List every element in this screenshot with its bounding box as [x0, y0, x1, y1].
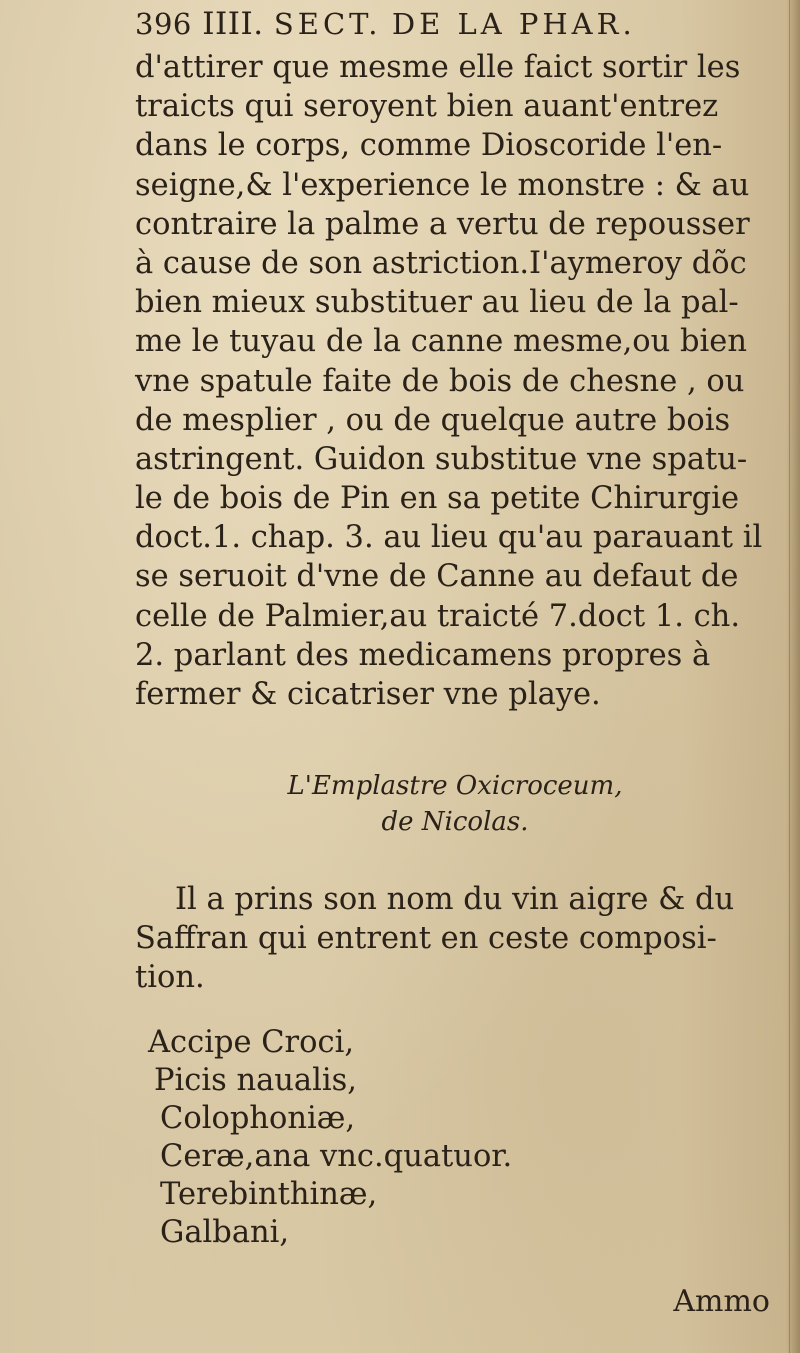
text-line: seigne,& l'experience le monstre : & au [135, 167, 750, 203]
text-line: Saffran qui entrent en ceste composi- [135, 921, 717, 957]
header-title: DE LA PHAR. [391, 7, 636, 41]
text-line: le de bois de Pin en sa petite Chirurgie [135, 481, 740, 517]
text-line: doct.1. chap. 3. au lieu qu'au parauant il [135, 520, 763, 556]
text-line: tion. [135, 960, 205, 996]
catchword: Ammo [673, 1284, 770, 1319]
main-paragraph [135, 48, 775, 714]
page-number: 396 [135, 7, 192, 41]
text-line: fermer & cicatriser vne playe. [135, 677, 601, 712]
text-line: d'attirer que mesme elle faict sortir les [135, 50, 741, 85]
ingredient-item: Colophoniæ, [160, 1101, 356, 1136]
text-line: bien mieux substituer au lieu de la pal- [135, 285, 739, 321]
ingredient-item: Accipe Croci, [148, 1025, 355, 1060]
ingredient-item: Ceræ,ana vnc.quatuor. [160, 1139, 513, 1174]
text-line: 2. parlant des medicamens propres à [135, 637, 711, 673]
heading-line-2: de Nicolas. [381, 807, 529, 837]
header-section: SECT. [273, 7, 382, 41]
text-line: me le tuyau de la canne mesme,ou bien [135, 324, 747, 360]
text-line: se seruoit d'vne de Canne au defaut de [135, 559, 739, 595]
page-edge-line [789, 0, 790, 1353]
running-header [135, 2, 775, 46]
text-line: contraire la palme a vertu de repousser [135, 206, 750, 242]
text-line: celle de Palmier,au traicté 7.doct 1. ch. [135, 598, 741, 634]
text-line: dans le corps, comme Dioscoride l'en- [135, 128, 723, 164]
heading-line-1: L'Emplastre Oxicroceum, [287, 771, 623, 801]
section-heading [135, 768, 775, 840]
text-line: traicts qui seroyent bien auant'entrez [135, 89, 719, 125]
ingredient-item: Terebinthinæ, [160, 1177, 378, 1212]
text-line: de mesplier , ou de quelque autre bois [135, 402, 731, 438]
ingredient-item: Picis naualis, [154, 1063, 357, 1098]
ingredient-list [148, 1024, 668, 1252]
header-part: IIII. [202, 6, 264, 42]
text-line: Il a prins son nom du vin aigre & du [175, 882, 735, 917]
text-line: astringent. Guidon substitue vne spatu- [135, 441, 748, 477]
text-line: à cause de son astriction.I'aymeroy dõc [135, 245, 747, 281]
intro-paragraph [135, 880, 775, 998]
text-line: vne spatule faite de bois de chesne , ou [135, 363, 745, 399]
ingredient-item: Galbani, [160, 1215, 290, 1250]
